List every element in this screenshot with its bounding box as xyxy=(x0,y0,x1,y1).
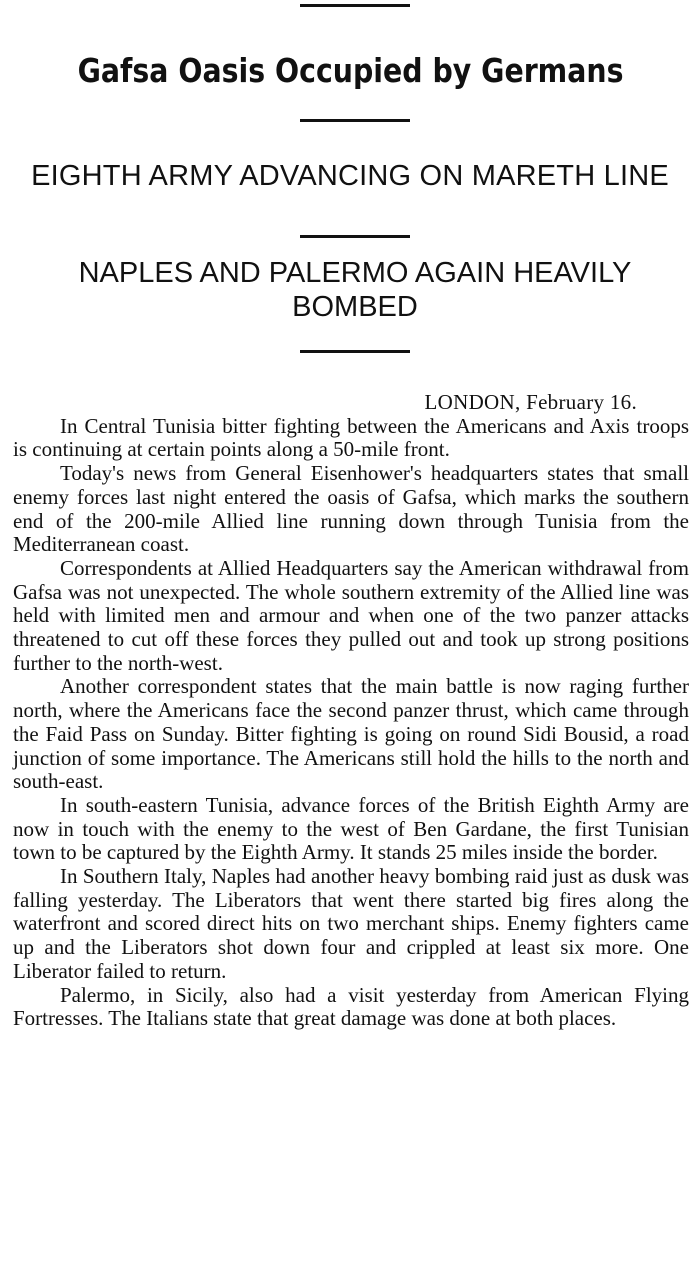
paragraph: Correspondents at Allied Headquarters say the American withdrawal from Gafsa was not unexpected. The whole southern extremity of the Allied line was held with limited men and armour and when one of the two panzer attacks threatened to cut off these forces they pulled out and took up strong positions further to the north-west. xyxy=(13,555,689,675)
dateline: LONDON, February 16. xyxy=(424,390,637,414)
paragraph: Another correspondent states that the main battle is now raging further north, where the Americans face the second panzer thrust, which came through the Faid Pass on Sunday. Bitter fighting is going on round Sidi Bousid, a road junction of some importance. The Americans still hold the hills to the north and south-east. xyxy=(13,674,689,794)
paragraph: Palermo, in Sicily, also had a visit yesterday from American Flying Fortresses. The Italians state that great damage was done at both places. xyxy=(13,982,689,1031)
paragraph: In Southern Italy, Naples had another heavy bombing raid just as dusk was falling yesterday. The Liberators that went there started big fires along the waterfront and scored direct hits on two merchant ships. Enemy fighters came up and the Liberators shot down four and crippled at least six more. One Liberator failed to return. xyxy=(13,864,689,983)
divider-rule xyxy=(300,350,410,353)
paragraph: In Central Tunisia bitter fighting between the Americans and Axis troops is continuing at certain points along a 50-mile front. xyxy=(13,413,689,462)
paragraph: In south-eastern Tunisia, advance forces of the British Eighth Army are now in touch with the enemy to the west of Ben Gardane, the first Tunisian town to be captured by the Eighth Army. It stands 25 miles inside the border. xyxy=(13,792,689,865)
article-body xyxy=(13,391,689,1031)
headline: Gafsa Oasis Occupied by Germans xyxy=(77,51,624,90)
divider-rule xyxy=(300,119,410,122)
subheadline-naples-palermo: NAPLES AND PALERMO AGAIN HEAVILY BOMBED xyxy=(78,257,632,323)
paragraph: Today's news from General Eisenhower's headquarters states that small enemy forces last night entered the oasis of Gafsa, which marks the southern end of the 200-mile Allied line running down through Tunisia from the Mediterranean coast. xyxy=(13,461,689,557)
subheadline-eighth-army: EIGHTH ARMY ADVANCING ON MARETH LINE xyxy=(31,160,669,192)
divider-rule xyxy=(300,235,410,238)
top-divider-rule xyxy=(300,4,410,7)
